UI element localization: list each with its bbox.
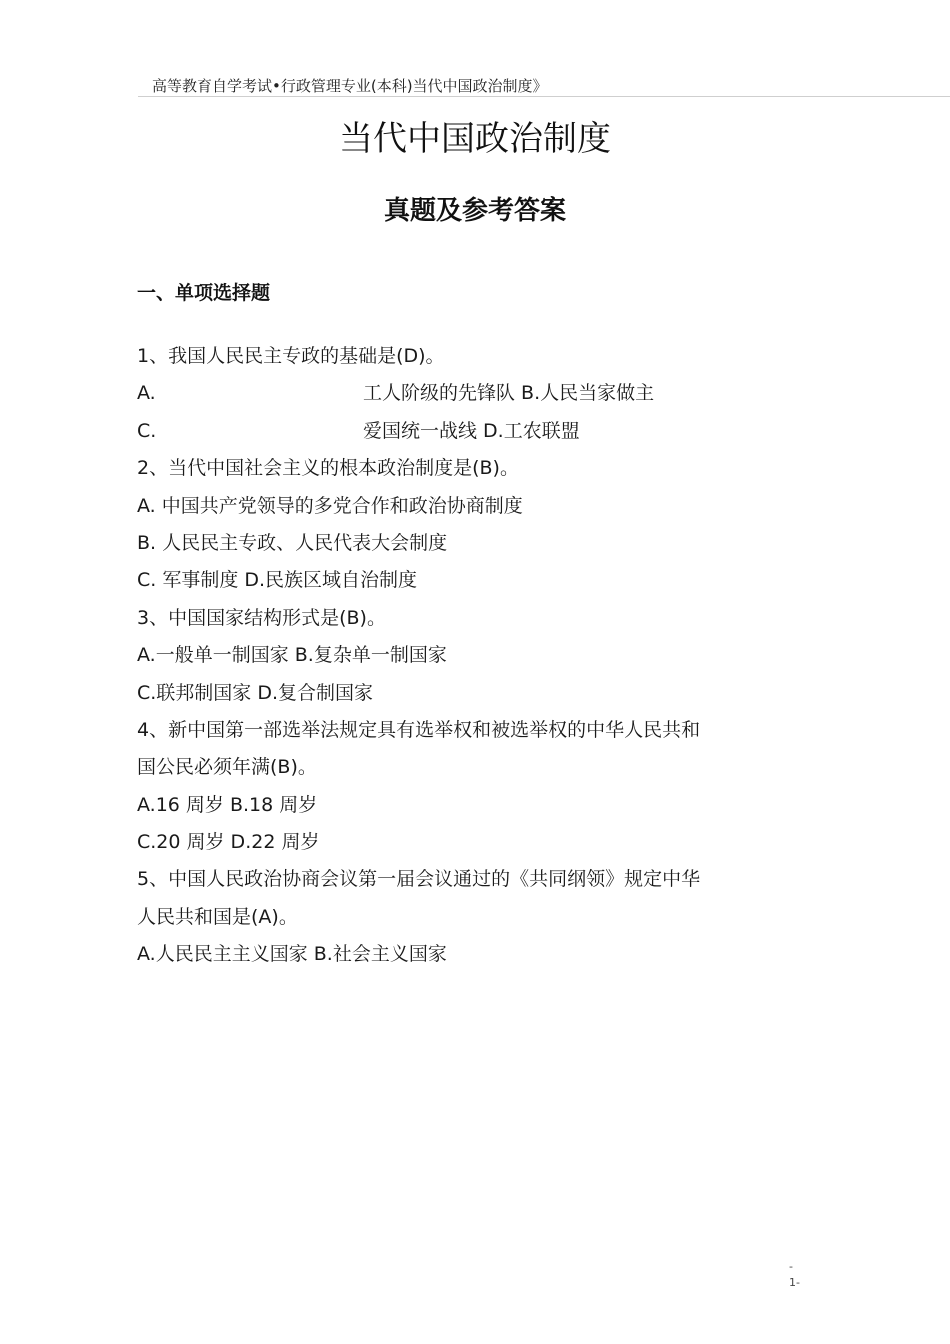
- option-line: B. 人民民主专政、人民代表大会制度: [137, 531, 448, 554]
- header-divider: [138, 96, 950, 97]
- document-subtitle: 真题及参考答案: [383, 196, 566, 226]
- question-stem: 5、中国人民政治协商会议第一届会议通过的《共同纲领》规定中华: [137, 868, 701, 891]
- question-stem: 4、新中国第一部选举法规定具有选举权和被选举权的中华人民共和: [137, 718, 701, 741]
- question-stem-continued: 国公民必须年满(B)。: [137, 756, 317, 779]
- footer-dash: -: [789, 1260, 793, 1273]
- question-stem: 1、我国人民民主专政的基础是(D)。: [137, 345, 445, 367]
- option-line: [137, 375, 802, 412]
- running-header: 高等教育自学考试•行政管理专业(本科)当代中国政治制度》: [152, 77, 548, 95]
- section-heading: 一、单项选择题: [137, 282, 271, 304]
- page-number: 1-: [789, 1276, 800, 1289]
- option-label: C.: [137, 419, 157, 442]
- option-line: C. 军事制度 D.民族区域自治制度: [137, 569, 418, 592]
- document-title: 当代中国政治制度: [339, 119, 611, 159]
- option-line: A. 中国共产党领导的多党合作和政治协商制度: [137, 494, 523, 517]
- option-text: 工人阶级的先锋队 B.人民当家做主: [363, 382, 655, 405]
- question-stem: 3、中国国家结构形式是(B)。: [137, 606, 386, 629]
- question-list: [137, 338, 802, 974]
- option-label: A.: [137, 382, 156, 405]
- option-line: A.16 周岁 B.18 周岁: [137, 793, 318, 816]
- option-line: [137, 413, 802, 450]
- question-stem-continued: 人民共和国是(A)。: [137, 905, 298, 928]
- option-line: A.一般单一制国家 B.复杂单一制国家: [137, 644, 447, 667]
- option-line: A.人民民主主义国家 B.社会主义国家: [137, 943, 447, 966]
- option-line: C.20 周岁 D.22 周岁: [137, 831, 320, 854]
- option-line: C.联邦制国家 D.复合制国家: [137, 681, 374, 704]
- question-stem: 2、当代中国社会主义的根本政治制度是(B)。: [137, 457, 519, 480]
- option-text: 爱国统一战线 D.工农联盟: [363, 419, 580, 442]
